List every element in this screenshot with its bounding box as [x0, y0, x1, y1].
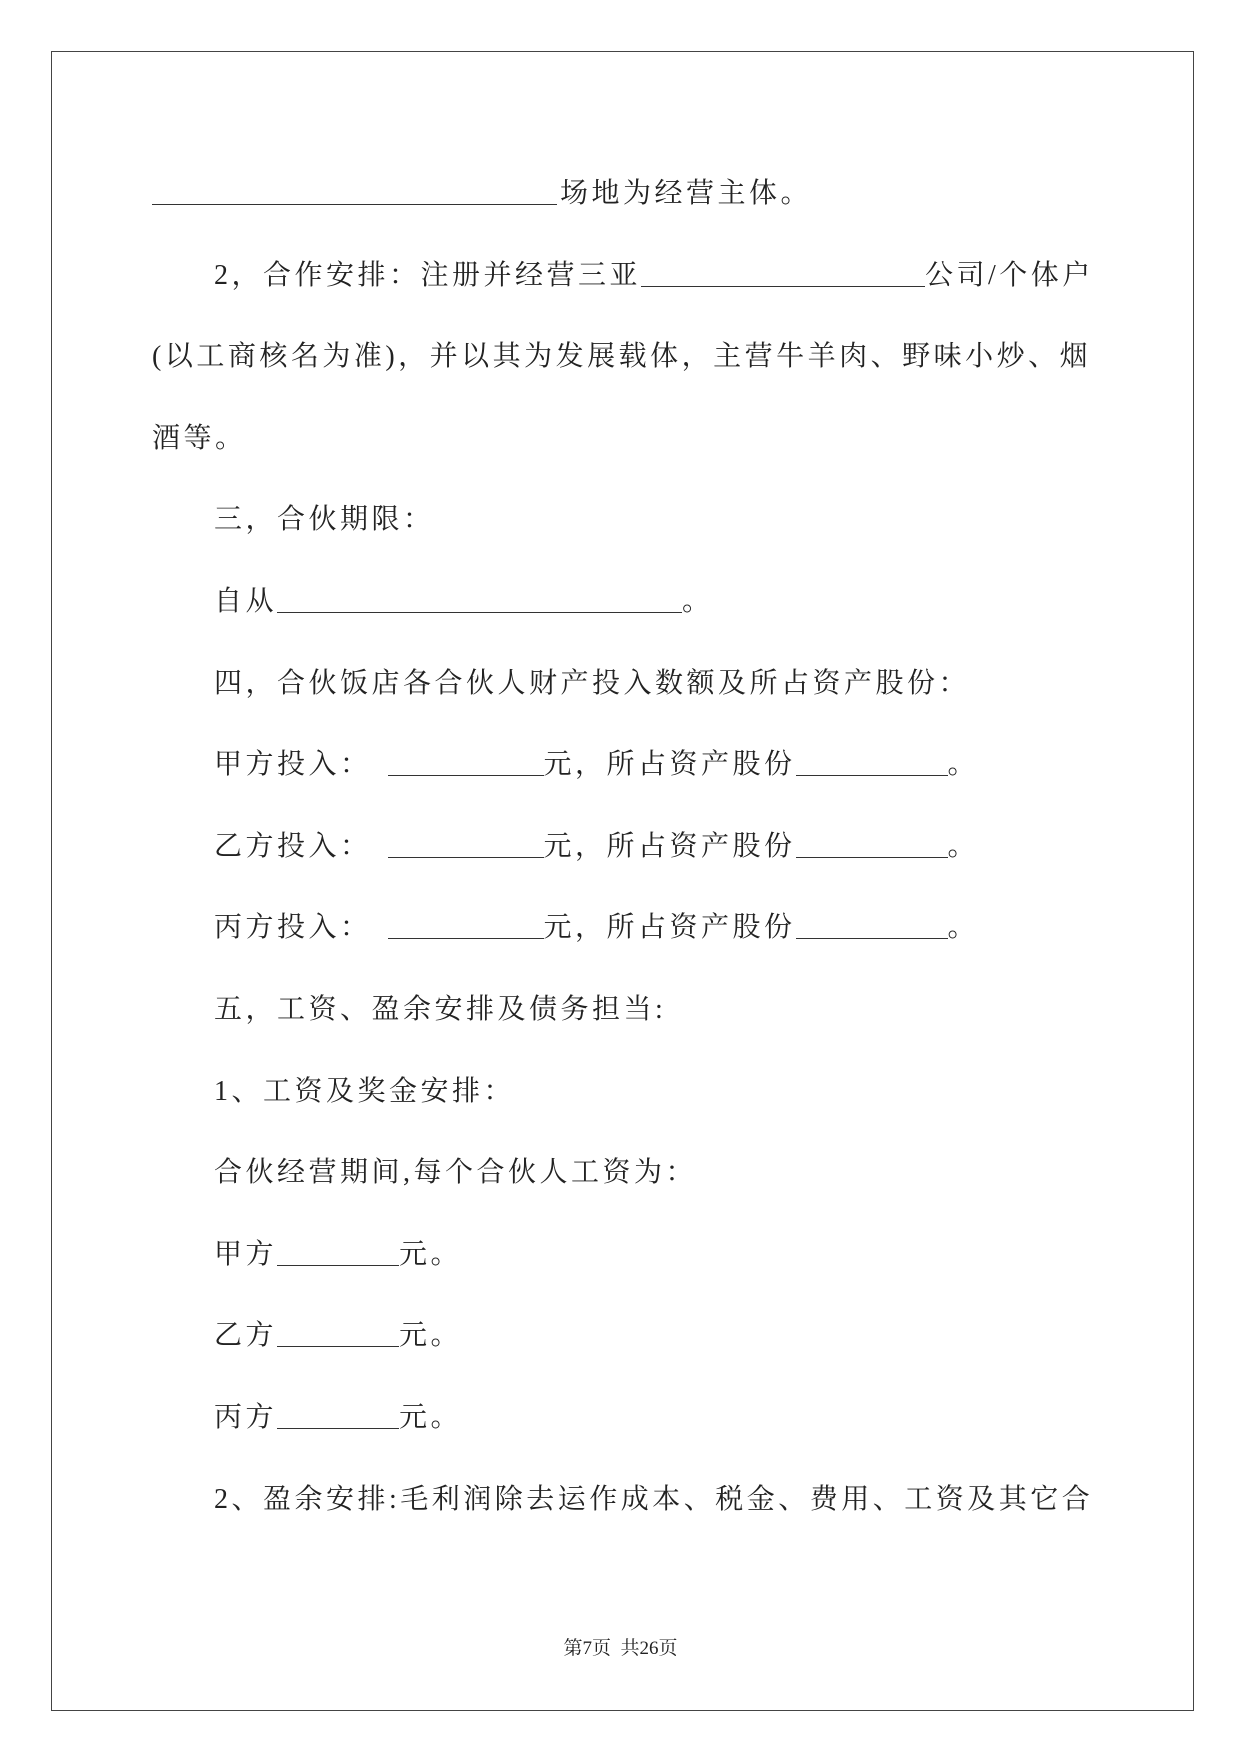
fill-in-blank	[796, 831, 948, 858]
fill-in-blank	[641, 260, 925, 287]
fill-in-blank	[152, 178, 557, 205]
paragraph-line	[214, 1398, 462, 1438]
line-text: 甲方	[214, 1239, 278, 1270]
fill-in-blank	[388, 831, 544, 858]
fill-in-blank	[277, 1239, 399, 1266]
fill-in-blank	[796, 912, 948, 939]
paragraph-line	[152, 419, 247, 459]
fill-in-blank	[796, 749, 948, 776]
line-text: 丙方投入：	[214, 912, 372, 943]
line-text: 乙方投入：	[214, 831, 372, 862]
line-text: 元，所占资产股份	[543, 912, 796, 943]
line-text: 五，工资、盈余安排及债务担当:	[214, 994, 667, 1025]
line-text: 四，合伙饭店各合伙人财产投入数额及所占资产股份：	[214, 668, 971, 699]
line-text: 元，所占资产股份	[543, 749, 796, 780]
paragraph-line	[214, 1480, 1093, 1520]
line-text: 。	[947, 912, 980, 943]
paragraph-line	[152, 174, 812, 214]
line-text: 1、工资及奖金安排：	[214, 1076, 516, 1107]
paragraph-line	[214, 745, 979, 785]
fill-in-blank	[388, 912, 544, 939]
line-text: 元。	[399, 1320, 463, 1351]
line-text: 三，合伙期限：	[214, 504, 435, 535]
section-heading	[214, 664, 970, 704]
line-text: 。	[947, 831, 980, 862]
paragraph-line	[214, 908, 979, 948]
fill-in-blank	[388, 749, 544, 776]
paragraph-line	[214, 582, 714, 622]
fill-in-blank	[277, 1320, 399, 1347]
line-text: 元。	[399, 1402, 463, 1433]
line-text: 丙方	[214, 1402, 278, 1433]
paragraph-line	[214, 1153, 697, 1193]
paragraph-line	[214, 1072, 515, 1112]
fill-in-blank	[277, 1402, 399, 1429]
line-text: 场地为经营主体。	[560, 178, 813, 209]
paragraph-line	[152, 337, 1091, 377]
section-heading	[214, 500, 435, 540]
line-text: 公司/个体户	[925, 260, 1094, 291]
page-number-footer: 第7页 共26页	[563, 1638, 678, 1659]
line-text: 。	[682, 586, 714, 617]
line-text: (以工商核名为准)，并以其为发展载体，主营牛羊肉、野味小炒、烟	[152, 341, 1092, 372]
line-text: 。	[947, 749, 980, 780]
line-text: 2，合作安排：注册并经营三亚	[214, 260, 642, 291]
paragraph-line	[214, 256, 1094, 296]
line-text: 元，所占资产股份	[543, 831, 796, 862]
line-text: 自从	[214, 586, 278, 617]
line-text: 甲方投入：	[214, 749, 372, 780]
paragraph-line	[214, 1235, 462, 1275]
paragraph-line	[214, 827, 979, 867]
page-border	[51, 51, 1194, 1711]
fill-in-blank	[277, 586, 682, 613]
line-text: 乙方	[214, 1320, 278, 1351]
line-text: 元。	[399, 1239, 463, 1270]
line-text: 合伙经营期间,每个合伙人工资为：	[214, 1157, 698, 1188]
line-text: 2、盈余安排:毛利润除去运作成本、税金、费用、工资及其它合	[214, 1484, 1094, 1515]
paragraph-line	[214, 1316, 462, 1356]
line-text: 酒等。	[152, 423, 247, 454]
section-heading	[214, 990, 666, 1030]
